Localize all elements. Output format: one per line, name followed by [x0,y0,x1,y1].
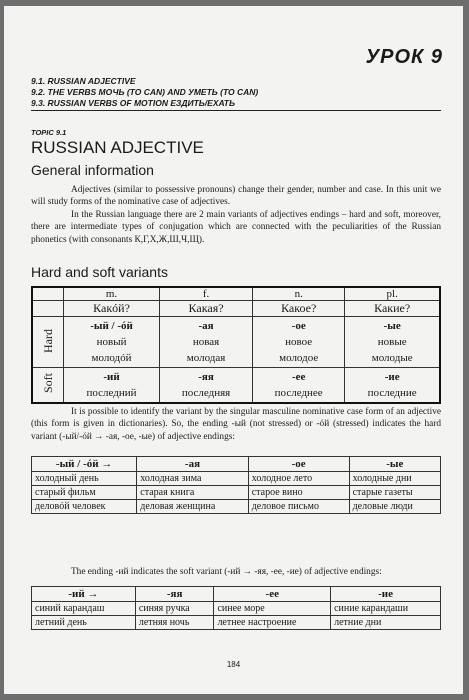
ending: -ый / -óй [90,320,133,332]
table-cell [64,317,160,368]
table-of-contents [31,76,441,109]
ending: -ее [291,371,306,383]
hard-variant-text [31,406,441,443]
gender-header: f. [160,287,253,301]
table-cell: деловая женщина [137,500,248,514]
gender-header: m. [64,287,160,301]
gender-header: pl. [345,287,440,301]
column-header: -ый / -óй → [32,457,137,472]
table-cell: деловые люди [349,500,440,514]
table-cell: старый фильм [32,486,137,500]
column-header: -ие [331,587,441,602]
table-cell: старая книга [137,486,248,500]
table-cell: синяя ручка [135,602,214,616]
table-cell [345,317,440,368]
soft-label: Soft [40,373,55,394]
column-header: -ые [349,457,440,472]
soft-examples-table [31,586,441,630]
hard-label: Hard [40,328,55,353]
ending: -ий [103,371,120,383]
question-header: Какие? [345,301,440,317]
variants-table [31,286,441,404]
lesson-title: УРОК 9 [365,46,443,68]
example-word: молодóй [91,352,132,364]
column-header: -ее [214,587,331,602]
hard-examples-table [31,456,441,514]
table-row [32,602,441,616]
soft-variant-text [31,566,441,578]
corner-cell [32,301,64,317]
column-header: -ое [248,457,349,472]
table-row [32,486,441,500]
table-cell [345,368,440,404]
corner-cell [32,287,64,301]
subsection-title: Hard and soft variants [31,264,168,280]
ending: -ая [198,320,214,332]
table-cell [253,368,345,404]
example-word: последние [367,387,417,399]
divider [31,110,441,111]
page-number: 184 [226,660,241,669]
paragraph: In the Russian language there are 2 main variants of adjectives endings – hard and soft, moreover, there are intermediate types of conjugation which are connected with the peculiarities of the Russian phonetics (with consonants К,Г,Х,Ж,Ш,Ч,Щ). [31,209,441,245]
example-word: новый [96,336,127,348]
example-word: новое [285,336,313,348]
ending: -яя [198,371,214,383]
ending: -ое [291,320,306,332]
subsection-title: General information [31,162,154,178]
table-cell: старые газеты [349,486,440,500]
column-header: -яя [135,587,214,602]
question-header: Какое? [253,301,345,317]
table-cell: старое вино [248,486,349,500]
table-cell: деловое письмо [248,500,349,514]
example-word: молодая [186,352,226,364]
table-cell: холодные дни [349,472,440,486]
table-cell [253,317,345,368]
paragraph: It is possible to identify the variant by the singular masculine nominative case form of an adjective (this form is given in dictionaries). So, the ending -ый (not stressed) or -óй (stressed) indicates the hard variant (-ый/-óй → -ая, -ое, -ые) of adjective endings: [31,407,441,442]
page [4,6,463,694]
table-cell [160,368,253,404]
table-row [32,472,441,486]
section-title: RUSSIAN ADJECTIVE [31,138,204,157]
example-word: молодое [279,352,319,364]
example-word: последнее [274,387,323,399]
table-cell: летний день [32,616,136,630]
ending: -ые [383,320,401,332]
table-cell: холодная зима [137,472,248,486]
table-cell: синие карандаши [331,602,441,616]
toc-item: 9.2. THE VERBS МОЧЬ (TO CAN) AND УМЕТЬ (TO CAN) [31,87,259,97]
soft-label-cell [32,368,64,404]
example-word: новая [192,336,220,348]
hard-label-cell [32,317,64,368]
table-cell: холодный день [32,472,137,486]
table-cell: летние дни [331,616,441,630]
example-word: последний [86,387,137,399]
question-header: Какóй? [64,301,160,317]
column-header: -ий → [32,587,136,602]
example-word: новые [377,336,407,348]
table-cell: деловóй человек [32,500,137,514]
gender-header: n. [253,287,345,301]
toc-item: 9.3. RUSSIAN VERBS OF MOTION ЕЗДИТЬ/ЕХАТЬ [31,98,235,108]
example-word: последняя [181,387,231,399]
paragraph: Adjectives (similar to possessive pronouns) change their gender, number and case. In this unit we will study forms of the nominative case of adjectives. [31,185,441,208]
table-cell [64,368,160,404]
example-word: молодые [371,352,413,364]
column-header: -ая [137,457,248,472]
table-cell: летняя ночь [135,616,214,630]
table-cell [160,317,253,368]
ending: -ие [384,371,400,383]
table-row [32,500,441,514]
table-cell: холодное лето [248,472,349,486]
table-cell: синий карандаш [32,602,136,616]
table-cell: синее море [214,602,331,616]
topic-label: TOPIC 9.1 [31,128,67,137]
table-cell: летнее настроение [214,616,331,630]
toc-item: 9.1. RUSSIAN ADJECTIVE [31,76,136,86]
general-text [31,184,441,246]
table-row [32,616,441,630]
question-header: Какая? [160,301,253,317]
paragraph: The ending -ий indicates the soft variant (-ий → -яя, -ее, -ие) of adjective endings: [71,567,382,577]
